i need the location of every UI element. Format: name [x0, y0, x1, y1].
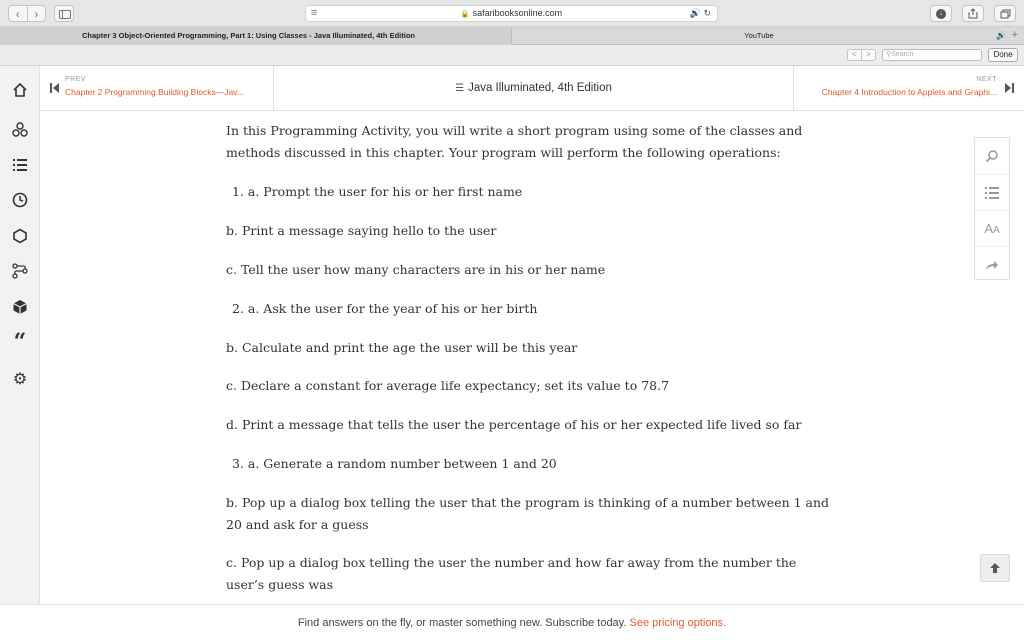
prev-label: PREV [65, 76, 87, 83]
book-title[interactable] [274, 66, 793, 110]
tab-youtube[interactable]: YouTube [744, 31, 774, 40]
magnifier-icon [985, 149, 999, 163]
speaker-icon[interactable]: 🔊 [689, 8, 701, 18]
prev-chapter-link[interactable] [40, 66, 274, 110]
settings-gear-icon[interactable]: ⚙ [12, 368, 28, 388]
next-chapter-link[interactable] [793, 66, 1024, 110]
subscribe-footer [0, 604, 1024, 640]
share-icon [968, 8, 978, 19]
text-size-button[interactable] [975, 210, 1009, 246]
topics-icon[interactable] [10, 120, 30, 140]
footer-text: Find answers on the fly, or master something new. Subscribe today. [297, 617, 627, 629]
search-icon: ⚲ [886, 51, 892, 58]
toc-list-icon [985, 187, 999, 199]
list-item: b. Pop up a dialog box telling the user that the program is thinking of a number between 1 and 20 and ask for a guess [226, 495, 830, 532]
tabs-icon [1000, 9, 1011, 19]
highlights-quote-icon[interactable]: “ [13, 329, 27, 355]
back-button[interactable]: ‹ [15, 6, 20, 21]
list-item: c. Pop up a dialog box telling the user the number and how far away from the number the user’s guess was [226, 555, 797, 592]
done-button[interactable]: Done [988, 48, 1018, 62]
pricing-link[interactable]: See pricing options. [629, 617, 727, 629]
browser-toolbar [0, 0, 1024, 27]
offline-cube-icon[interactable] [10, 297, 30, 317]
tabs-overview-button[interactable] [994, 5, 1016, 22]
downloads-button[interactable] [930, 5, 952, 22]
find-next-button[interactable]: > [861, 50, 875, 60]
audio-reload-controls [690, 6, 711, 21]
find-nav [847, 49, 876, 61]
find-input[interactable] [882, 49, 982, 61]
next-label: NEXT [976, 76, 997, 83]
next-chapter-title[interactable]: Chapter 4 Introduction to Applets and Graphi... [821, 87, 997, 97]
intro-paragraph: In this Programming Activity, you will write a short program using some of the classes and methods discussed in this chapter. Your program will perform the following operations: [226, 123, 803, 160]
text-size-icon: AA [984, 221, 1000, 236]
share-content-button[interactable] [975, 246, 1009, 282]
sidebar-toggle-button[interactable] [54, 5, 74, 22]
tab-chapter-3[interactable]: Chapter 3 Object-Oriented Programming, Part 1: Using Classes - Java Illuminated, 4th Edition [0, 27, 512, 45]
lock-icon: 🔒 [460, 11, 470, 18]
find-prev-button[interactable]: < [852, 50, 857, 59]
list-item: d. Print a message that tells the user the percentage of his or her expected life lived so far [226, 417, 802, 432]
scroll-to-top-button[interactable] [980, 554, 1010, 582]
find-bar [0, 45, 1024, 66]
skip-next-icon [1004, 82, 1014, 94]
share-arrow-icon [985, 259, 999, 271]
reader-icon[interactable]: ≡ [310, 7, 318, 19]
list-item: 1. a. Prompt the user for his or her first name [232, 184, 523, 199]
chapter-nav [40, 66, 1024, 111]
list-item: b. Print a message saying hello to the user [226, 223, 497, 238]
playlists-icon[interactable] [10, 226, 30, 246]
book-title-text: Java Illuminated, 4th Edition [468, 82, 612, 94]
list-item: 3. a. Generate a random number between 1 and 20 [232, 456, 557, 471]
tab-bar [0, 27, 1024, 45]
tab-audio-icon[interactable]: 🔊 [996, 31, 1006, 40]
list-item: b. Calculate and print the age the user will be this year [226, 340, 578, 355]
list-item: 2. a. Ask the user for the year of his or her birth [232, 301, 538, 316]
history-icon[interactable] [10, 190, 30, 210]
forward-button[interactable]: › [27, 6, 46, 21]
address-bar[interactable] [305, 5, 718, 22]
download-icon: ↓ [936, 9, 946, 19]
share-button[interactable] [962, 5, 984, 22]
reload-icon[interactable]: ↻ [703, 8, 711, 18]
search-in-book-button[interactable] [975, 138, 1009, 174]
list-icon: ☰ [455, 83, 465, 94]
arrow-up-icon [989, 562, 1001, 574]
home-icon[interactable] [10, 80, 30, 100]
toc-button[interactable] [975, 174, 1009, 210]
left-rail [0, 66, 40, 604]
skip-previous-icon [50, 82, 60, 94]
history-nav [8, 5, 46, 22]
url-text: safaribooksonline.com [472, 8, 563, 18]
table-of-contents-icon[interactable] [10, 155, 30, 175]
prev-chapter-title[interactable]: Chapter 2 Programming Building Blocks—Jav... [65, 87, 244, 97]
list-item: c. Declare a constant for average life expectancy; set its value to 78.7 [226, 378, 670, 393]
list-item: c. Tell the user how many characters are in his or her name [226, 262, 606, 277]
find-placeholder: Search [891, 51, 914, 58]
learning-paths-icon[interactable] [10, 261, 30, 281]
reader-tools [974, 137, 1010, 280]
new-tab-button[interactable]: + [1011, 29, 1018, 41]
